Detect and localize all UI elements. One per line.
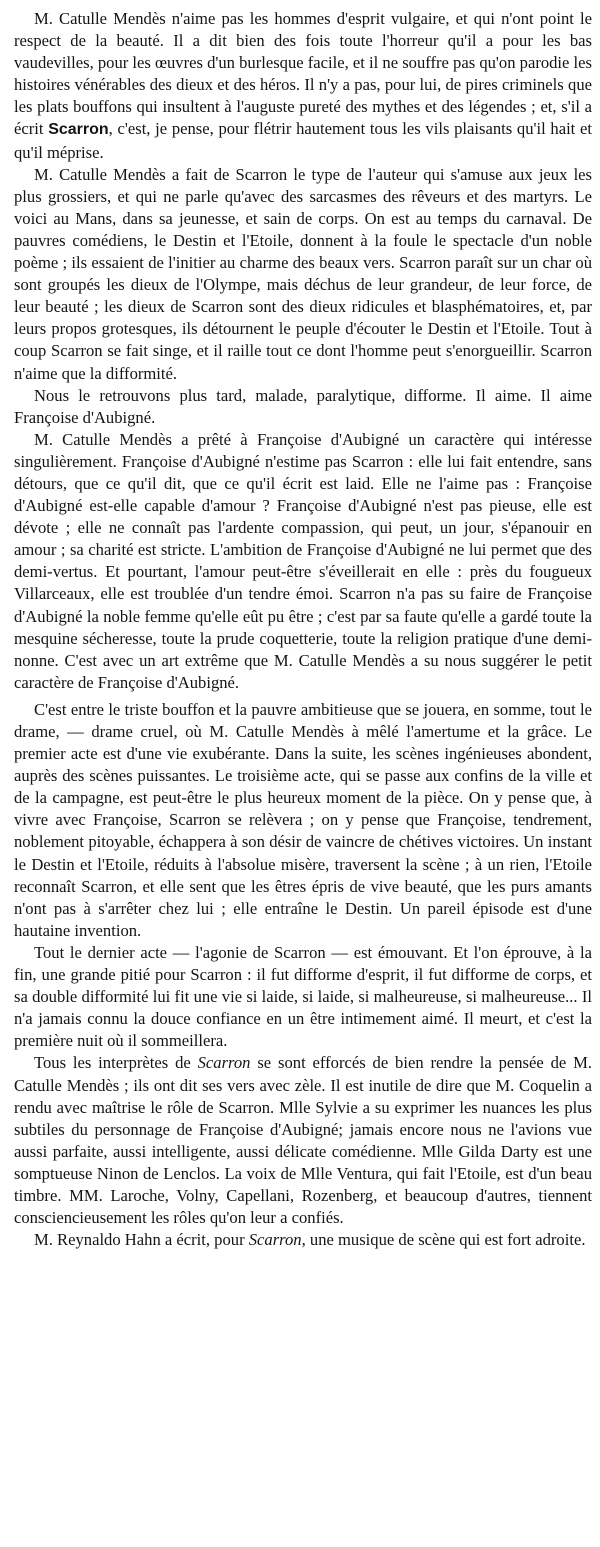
paragraph-6: Tout le dernier acte — l'agonie de Scarron — est émouvant. Et l'on éprouve, à la fin, une grande pitié pour Scarron : il fut difforme d'esprit, il fut difforme de corps, et sa double difformité lui fit une vie si laide, si laide, si malheureuse, si malheureuse... Il n'a jamais connu la douce confiance en un être intimement aimé. Il meurt, et c'est la première nuit où il sommeillera. bbox=[14, 942, 592, 1051]
paragraph-1 bbox=[14, 8, 592, 164]
paragraph-2: M. Catulle Mendès a fait de Scarron le type de l'auteur qui s'amuse aux jeux les plus grossiers, et qui ne parle qu'avec des sarcasmes des rêveurs et des martyrs. Le voici au Mans, dans sa jeunesse, et sain de corps. On est au temps du carnaval. De pauvres comédiens, le Destin et l'Etoile, donnent à la foule le spectacle d'un noble poème ; ils essaient de l'initier au charme des beaux vers. Scarron paraît sur un char où sont groupés les dieux de l'Olympe, mais déchus de leur grandeur, de leur force, de leur beauté ; les dieux de Scarron sont des dieux ridicules et blasphématoires, et, par leurs propos grotesques, ils détournent le peuple d'écouter le Destin et l'Etoile. Tout à coup Scarron se fait singe, et il raille tout ce dont l'homme peut s'enorgueillir. Scarron n'aime que la difformité. bbox=[14, 164, 592, 383]
paragraph-8 bbox=[14, 1229, 592, 1251]
paragraph-7 bbox=[14, 1052, 592, 1229]
paragraph-4: M. Catulle Mendès a prêté à Françoise d'Aubigné un caractère qui intéresse singulièrement. Françoise d'Aubigné n'estime pas Scarron : elle lui fait entendre, sans détours, que ce qu'il dit, que ce qu'il écrit est laid. Elle ne l'aime pas : Françoise d'Aubigné est-elle capable d'amour ? Françoise d'Aubigné n'est pas pieuse, elle est dévote ; elle ne connaît pas l'ardente compassion, qui peut, un jour, s'épanouir en amour ; sa charité est stricte. L'ambition de Françoise d'Aubigné ne lui permet que des demi-vertus. Et pourtant, l'amour peut-être s'éveillerait en elle : près du fougueux Villarceaux, elle est troublée d'un tendre émoi. Scarron n'a pas su faire de Françoise d'Aubigné la noble femme qu'elle eût pu être ; c'est par sa faute qu'elle a gardé toute la mesquine sécheresse, toute la prude coquetterie, toute la religion pratique d'une demi-nonne. C'est avec un art extrême que M. Catulle Mendès a su nous suggérer le petit caractère de Françoise d'Aubigné. bbox=[14, 429, 592, 692]
paragraph-1-text-b: , c'est, je pense, pour flétrir hautement tous les vils plaisants qu'il hait et qu'il méprise. bbox=[14, 119, 592, 162]
paragraph-7-text-a: Tous les interprètes de bbox=[34, 1053, 198, 1073]
paragraph-8-text-a: M. Reynaldo Hahn a écrit, pour bbox=[34, 1230, 249, 1250]
paragraph-5: C'est entre le triste bouffon et la pauvre ambitieuse que se jouera, en somme, tout le drame, — drame cruel, où M. Catulle Mendès à mêlé l'amertume et la grâce. Le premier acte est d'une vie exubérante. Dans la suite, les scènes ingénieuses abondent, auprès des scènes puissantes. Le troisième acte, qui se passe aux confins de la ville et de la campagne, est peut-être le plus heureux moment de la pièce. On y pense que, à vivre avec Françoise, Scarron se relèvera ; on y pense que Françoise, tendrement, noblement pitoyable, échappera à son désir de vaincre de chétives victoires. Un instant le Destin et l'Etoile, réduits à l'absolue misère, traversent la scène ; à un rien, l'Etoile reconnaît Scarron, et elle sent que les êtres épris de vive beauté, que les purs amants n'ont pas à s'arrêter chez lui ; elle entraîne le Destin. Un pareil épisode est d'une hautaine invention. bbox=[14, 699, 592, 940]
article-body bbox=[14, 8, 592, 1251]
play-title-italic: Scarron bbox=[248, 1230, 302, 1250]
paragraph-7-text-b: se sont efforcés de bien rendre la pensée de M. Catulle Mendès ; ils ont dit ses vers avec zèle. Il est inutile de dire que M. Coquelin a rendu avec maîtrise le rôle de Scarron. Mlle Sylvie a su exprimer les nuances les plus subtiles du personnage de Françoise d'Aubigné; jamais encore nous ne l'avions vue aussi parfaite, aussi intelligente, aussi délicate comédienne. Mlle Gilda Darty est une somptueuse Ninon de Lenclos. La voix de Mlle Ventura, qui fait l'Etoile, est d'un beau timbre. MM. Laroche, Volny, Capellani, Rozenberg, et beaucoup d'autres, tiennent consciencieusement les rôles qu'on leur a confiés. bbox=[14, 1053, 593, 1228]
paragraph-1-text-a: M. Catulle Mendès n'aime pas les hommes d'esprit vulgaire, et qui n'ont point le respect de la beauté. Il a dit bien des fois toute l'horreur qu'il a pour les bas vaudevilles, pour les œuvres d'un burlesque facile, et il ne souffre pas qu'on parodie les histoires vénérables des dieux et des héros. Il n'y a pas, pour lui, de pires criminels que les plats bouffons qui insultent à l'auguste pureté des mythes et des légendes ; et, s'il a écrit bbox=[14, 9, 592, 139]
play-title-italic: Scarron bbox=[197, 1053, 251, 1073]
play-title-bold: Scarron bbox=[48, 121, 109, 139]
paragraph-8-text-b: , une musique de scène qui est fort adroite. bbox=[301, 1230, 586, 1250]
paragraph-3: Nous le retrouvons plus tard, malade, paralytique, difforme. Il aime. Il aime Françoise d'Aubigné. bbox=[14, 385, 592, 427]
